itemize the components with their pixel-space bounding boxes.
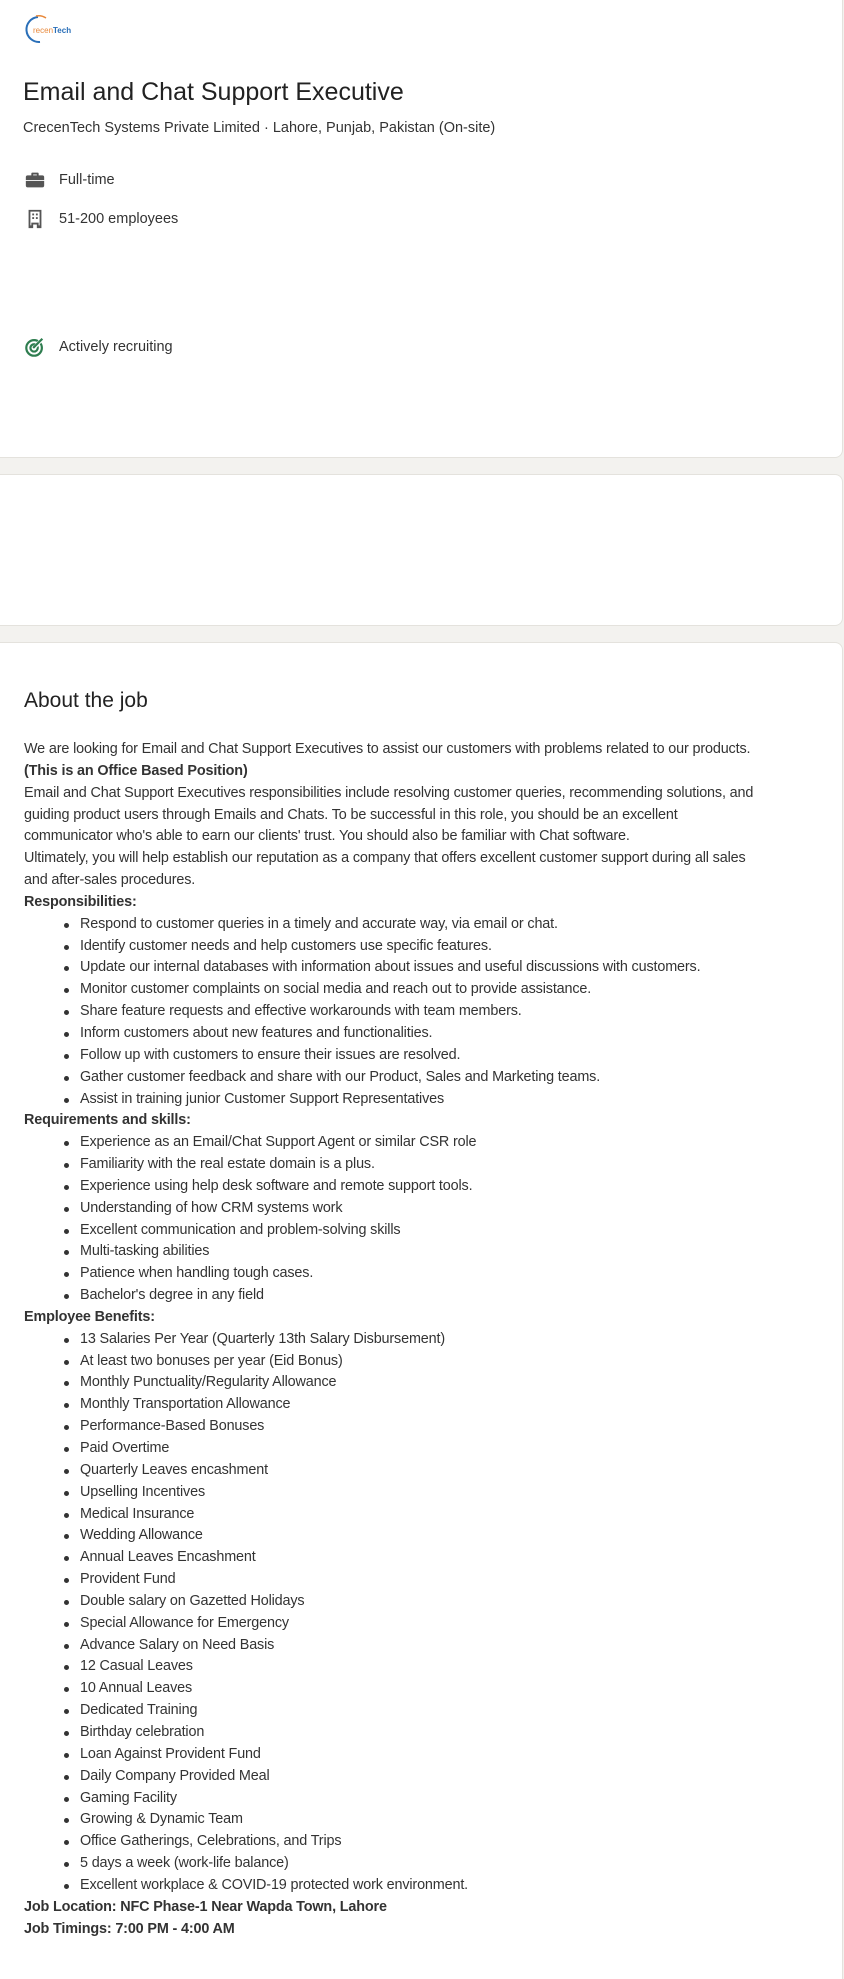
briefcase-icon [24,169,46,191]
job-location-text: Job Location: NFC Phase-1 Near Wapda Town, Lahore [24,1898,387,1915]
list-item: Growing & Dynamic Team [24,1809,834,1831]
job-description [24,739,834,1940]
list-item: Special Allowance for Emergency [24,1613,834,1635]
list-item: Office Gatherings, Celebrations, and Trips [24,1831,834,1853]
list-item: Monthly Punctuality/Regularity Allowance [24,1372,834,1394]
list-item: Update our internal databases with information about issues and useful discussions with customers. [24,957,834,979]
company-size-row [24,208,178,230]
requirements-list [24,1132,834,1307]
list-item: Gaming Facility [24,1788,834,1810]
list-item: Inform customers about new features and functionalities. [24,1023,834,1045]
list-item: Upselling Incentives [24,1482,834,1504]
recruiting-status-row [24,336,173,358]
list-item: Patience when handling tough cases. [24,1263,834,1285]
job-header-card [0,0,843,458]
building-icon [24,208,46,230]
list-item: Follow up with customers to ensure their issues are resolved. [24,1045,834,1067]
list-item: 13 Salaries Per Year (Quarterly 13th Salary Disbursement) [24,1329,834,1351]
list-item: Wedding Allowance [24,1525,834,1547]
svg-text:Tech: Tech [53,26,72,35]
list-item: Monitor customer complaints on social media and reach out to provide assistance. [24,979,834,1001]
list-item: Excellent workplace & COVID-19 protected work environment. [24,1875,834,1897]
list-item: Familiarity with the real estate domain is a plus. [24,1154,834,1176]
target-check-icon [24,336,46,358]
office-note: (This is an Office Based Position) [24,762,248,779]
job-timings-text: Job Timings: 7:00 PM - 4:00 AM [24,1920,235,1937]
job-subtitle [23,120,495,136]
list-item: Excellent communication and problem-solving skills [24,1220,834,1242]
list-item: Quarterly Leaves encashment [24,1460,834,1482]
list-item: Daily Company Provided Meal [24,1766,834,1788]
paragraph-line: communicator who's able to earn our clients' trust. You should also be familiar with Chat software. [24,828,630,845]
list-item: Provident Fund [24,1569,834,1591]
requirements-heading: Requirements and skills: [24,1112,191,1129]
list-item: Dedicated Training [24,1700,834,1722]
company-name[interactable]: CrecenTech Systems Private Limited [23,120,260,136]
list-item: Identify customer needs and help customers use specific features. [24,936,834,958]
paragraph-line: Ultimately, you will help establish our reputation as a company that offers excellent customer support during all sales [24,850,746,867]
list-item: Double salary on Gazetted Holidays [24,1591,834,1613]
list-item: Monthly Transportation Allowance [24,1394,834,1416]
list-item: Bachelor's degree in any field [24,1285,834,1307]
list-item: Experience as an Email/Chat Support Agent or similar CSR role [24,1132,834,1154]
company-logo[interactable] [24,12,72,46]
list-item: Medical Insurance [24,1504,834,1526]
paragraph-line: Email and Chat Support Executives responsibilities include resolving customer queries, recommending solutions, and [24,784,754,801]
list-item: At least two bonuses per year (Eid Bonus) [24,1351,834,1373]
list-item: Gather customer feedback and share with our Product, Sales and Marketing teams. [24,1067,834,1089]
paragraph-line: guiding product users through Emails and Chats. To be successful in this role, you should be an excellent [24,806,678,823]
intro-text: We are looking for Email and Chat Support Executives to assist our customers with problems related to our products. [24,741,751,757]
responsibilities-list [24,914,834,1111]
responsibilities-heading: Responsibilities: [24,893,137,910]
svg-text:recen: recen [33,26,54,35]
list-item: 5 days a week (work-life balance) [24,1853,834,1875]
job-type: Full-time [59,172,115,188]
job-type-row [24,169,115,191]
company-size: 51-200 employees [59,211,179,227]
list-item: Assist in training junior Customer Support Representatives [24,1089,834,1111]
list-item: Advance Salary on Need Basis [24,1635,834,1657]
job-location: Lahore, Punjab, Pakistan (On-site) [272,120,496,136]
list-item: Annual Leaves Encashment [24,1547,834,1569]
list-item: Multi-tasking abilities [24,1241,834,1263]
job-title: Email and Chat Support Executive [23,78,404,106]
empty-card [0,474,843,626]
list-item: Experience using help desk software and remote support tools. [24,1176,834,1198]
list-item: Birthday celebration [24,1722,834,1744]
about-heading: About the job [24,689,148,712]
list-item: Paid Overtime [24,1438,834,1460]
list-item: 12 Casual Leaves [24,1656,834,1678]
list-item: Share feature requests and effective workarounds with team members. [24,1001,834,1023]
list-item: 10 Annual Leaves [24,1678,834,1700]
list-item: Performance-Based Bonuses [24,1416,834,1438]
paragraph-line: and after-sales procedures. [24,872,196,889]
list-item: Loan Against Provident Fund [24,1744,834,1766]
benefits-heading: Employee Benefits: [24,1308,155,1325]
about-job-card [0,642,843,1979]
benefits-list [24,1329,834,1897]
list-item: Understanding of how CRM systems work [24,1198,834,1220]
list-item: Respond to customer queries in a timely and accurate way, via email or chat. [24,914,834,936]
recruiting-status: Actively recruiting [59,339,173,355]
separator: · [259,120,273,136]
